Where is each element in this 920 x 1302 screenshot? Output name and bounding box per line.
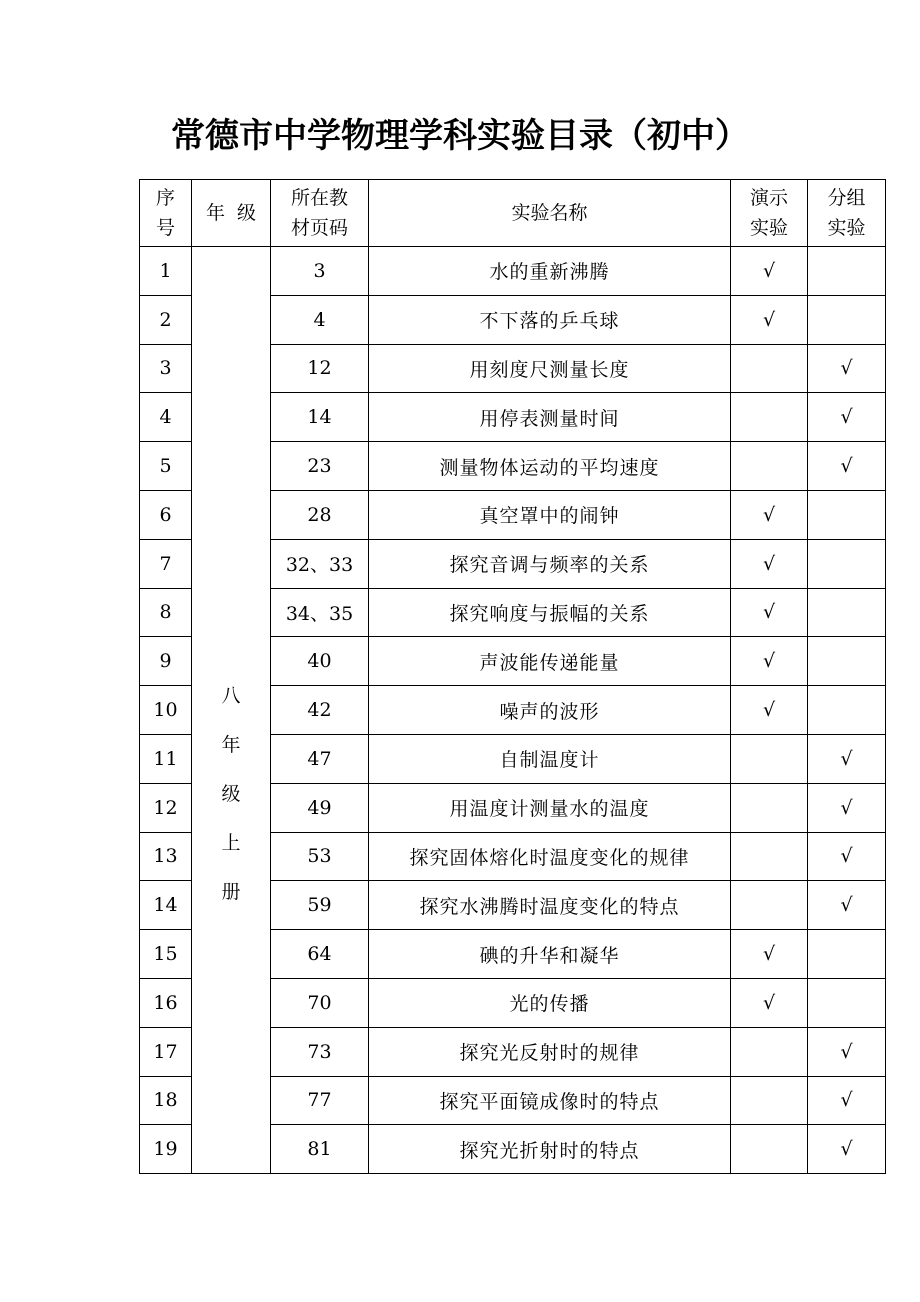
demo-check-cell — [731, 344, 808, 393]
demo-check-cell: √ — [731, 490, 808, 539]
page-cell: 12 — [271, 344, 369, 393]
seq-cell: 14 — [140, 881, 192, 930]
page-cell: 64 — [271, 930, 369, 979]
demo-check-cell — [731, 1027, 808, 1076]
demo-check-cell: √ — [731, 637, 808, 686]
experiment-name-cell: 用温度计测量水的温度 — [369, 783, 731, 832]
grade-label-char: 册 — [221, 880, 241, 903]
header-demo-line1: 演示 — [749, 187, 788, 209]
page-cell: 3 — [271, 247, 369, 296]
seq-cell: 9 — [140, 637, 192, 686]
experiment-name-cell: 探究响度与振幅的关系 — [369, 588, 731, 637]
demo-check-cell: √ — [731, 295, 808, 344]
seq-cell: 17 — [140, 1027, 192, 1076]
page-cell: 28 — [271, 490, 369, 539]
group-check-cell — [808, 295, 886, 344]
page-cell: 34、35 — [271, 588, 369, 637]
experiment-name-cell: 探究音调与频率的关系 — [369, 539, 731, 588]
seq-cell: 1 — [140, 247, 192, 296]
page-cell: 81 — [271, 1125, 369, 1174]
grade-label-char: 上 — [221, 831, 241, 854]
experiment-name-cell: 自制温度计 — [369, 734, 731, 783]
group-check-cell: √ — [808, 1076, 886, 1125]
table-body — [140, 247, 886, 1174]
page-cell: 59 — [271, 881, 369, 930]
experiment-name-cell: 碘的升华和凝华 — [369, 930, 731, 979]
seq-cell: 16 — [140, 978, 192, 1027]
seq-cell: 8 — [140, 588, 192, 637]
seq-cell: 18 — [140, 1076, 192, 1125]
experiment-name-cell: 用刻度尺测量长度 — [369, 344, 731, 393]
experiment-table — [139, 179, 886, 1174]
seq-cell: 12 — [140, 783, 192, 832]
experiment-name-cell: 声波能传递能量 — [369, 637, 731, 686]
group-check-cell: √ — [808, 783, 886, 832]
demo-check-cell — [731, 832, 808, 881]
page-cell: 23 — [271, 442, 369, 491]
grade-label-char: 级 — [221, 782, 241, 805]
experiment-name-cell: 光的传播 — [369, 978, 731, 1027]
group-check-cell — [808, 637, 886, 686]
header-page-line2: 材页码 — [290, 217, 348, 239]
header-page-line1: 所在教 — [290, 187, 348, 209]
demo-check-cell: √ — [731, 539, 808, 588]
demo-check-cell: √ — [731, 978, 808, 1027]
seq-cell: 3 — [140, 344, 192, 393]
experiment-name-cell: 探究固体熔化时温度变化的规律 — [369, 832, 731, 881]
header-seq-line1: 序 — [155, 187, 175, 209]
grade-cell — [192, 247, 271, 1174]
page-cell: 14 — [271, 393, 369, 442]
demo-check-cell — [731, 783, 808, 832]
header-demo — [731, 180, 808, 247]
group-check-cell — [808, 930, 886, 979]
page-cell: 42 — [271, 686, 369, 735]
seq-cell: 5 — [140, 442, 192, 491]
group-check-cell — [808, 686, 886, 735]
group-check-cell: √ — [808, 1125, 886, 1174]
table-header-row — [140, 180, 886, 247]
seq-cell: 13 — [140, 832, 192, 881]
group-check-cell: √ — [808, 442, 886, 491]
seq-cell: 7 — [140, 539, 192, 588]
header-seq — [140, 180, 192, 247]
experiment-name-cell: 用停表测量时间 — [369, 393, 731, 442]
grade-label-char: 年 — [221, 733, 241, 756]
header-grade: 年 级 — [192, 180, 271, 247]
demo-check-cell — [731, 881, 808, 930]
header-group-line2: 实验 — [827, 217, 866, 239]
page-cell: 73 — [271, 1027, 369, 1076]
group-check-cell — [808, 247, 886, 296]
header-demo-line2: 实验 — [749, 217, 788, 239]
experiment-name-cell: 真空罩中的闹钟 — [369, 490, 731, 539]
experiment-name-cell: 探究平面镜成像时的特点 — [369, 1076, 731, 1125]
seq-cell: 19 — [140, 1125, 192, 1174]
page-cell: 77 — [271, 1076, 369, 1125]
header-page — [271, 180, 369, 247]
page-cell: 32、33 — [271, 539, 369, 588]
group-check-cell: √ — [808, 1027, 886, 1076]
header-seq-line2: 号 — [155, 217, 175, 239]
group-check-cell: √ — [808, 344, 886, 393]
grade-label — [192, 672, 270, 917]
header-group — [808, 180, 886, 247]
demo-check-cell: √ — [731, 930, 808, 979]
group-check-cell — [808, 539, 886, 588]
experiment-name-cell: 不下落的乒乓球 — [369, 295, 731, 344]
page-title: 常德市中学物理学科实验目录（初中） — [171, 116, 749, 156]
seq-cell: 2 — [140, 295, 192, 344]
experiment-name-cell: 测量物体运动的平均速度 — [369, 442, 731, 491]
demo-check-cell — [731, 393, 808, 442]
header-group-line1: 分组 — [827, 187, 866, 209]
demo-check-cell — [731, 1125, 808, 1174]
table-row — [140, 247, 886, 296]
page-cell: 4 — [271, 295, 369, 344]
demo-check-cell: √ — [731, 686, 808, 735]
group-check-cell: √ — [808, 734, 886, 783]
seq-cell: 11 — [140, 734, 192, 783]
seq-cell: 10 — [140, 686, 192, 735]
experiment-name-cell: 探究水沸腾时温度变化的特点 — [369, 881, 731, 930]
group-check-cell: √ — [808, 832, 886, 881]
page-cell: 49 — [271, 783, 369, 832]
group-check-cell — [808, 978, 886, 1027]
seq-cell: 6 — [140, 490, 192, 539]
demo-check-cell: √ — [731, 588, 808, 637]
page-cell: 70 — [271, 978, 369, 1027]
group-check-cell: √ — [808, 393, 886, 442]
experiment-name-cell: 噪声的波形 — [369, 686, 731, 735]
experiment-name-cell: 探究光反射时的规律 — [369, 1027, 731, 1076]
demo-check-cell — [731, 734, 808, 783]
experiment-name-cell: 水的重新沸腾 — [369, 247, 731, 296]
header-name: 实验名称 — [369, 180, 731, 247]
group-check-cell: √ — [808, 881, 886, 930]
grade-label-char: 八 — [221, 684, 241, 707]
experiment-name-cell: 探究光折射时的特点 — [369, 1125, 731, 1174]
page-cell: 47 — [271, 734, 369, 783]
seq-cell: 4 — [140, 393, 192, 442]
demo-check-cell: √ — [731, 247, 808, 296]
demo-check-cell — [731, 442, 808, 491]
seq-cell: 15 — [140, 930, 192, 979]
group-check-cell — [808, 490, 886, 539]
page-cell: 53 — [271, 832, 369, 881]
demo-check-cell — [731, 1076, 808, 1125]
group-check-cell — [808, 588, 886, 637]
page-cell: 40 — [271, 637, 369, 686]
